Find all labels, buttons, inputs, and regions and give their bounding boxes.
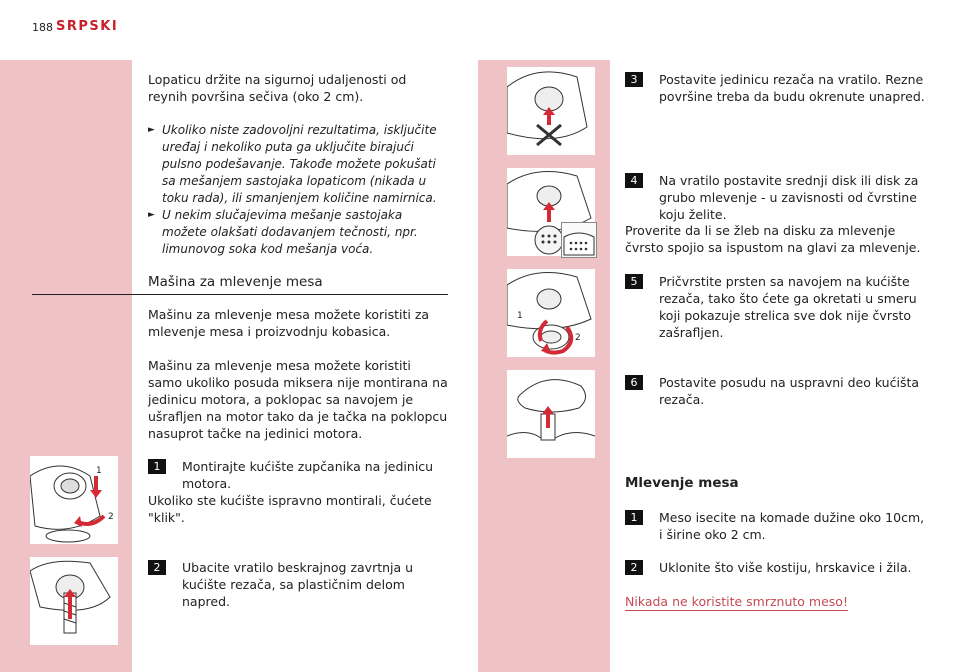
step-text: Postavite jedinicu rezača na vratilo. Rezne površine treba da budu okrenute unapred. — [659, 72, 925, 104]
tray-illustration — [507, 370, 595, 458]
disc-detail-inset — [561, 222, 597, 258]
step-number-badge: 5 — [625, 274, 643, 289]
section-title: Mašina za mlevenje mesa — [148, 274, 323, 290]
marker-two: 2 — [575, 333, 581, 343]
tip-text: Ukoliko niste zadovoljni rezultatima, isključite uređaj i nekoliko puta ga uključite birajući pulsno podešavanje. Takođe možete pokušati sa mešanjem sastojaka lopaticom (nikada u toku rada), ili smanjenjem količine namirnica. — [162, 123, 437, 205]
step-number-badge: 1 — [148, 459, 166, 474]
screw-ring-illustration — [507, 269, 595, 357]
step-note: Proverite da li se žleb na disku za mlevenje čvrsto spojio sa ispustom na glavi za mlevenje. — [625, 223, 921, 255]
language-label: SRPSKI — [56, 19, 119, 34]
subsection-title: Mlevenje mesa — [625, 475, 739, 491]
tip-text: U nekim slučajevima mešanje sastojaka možete olakšati dodavanjem tečnosti, npr. limunovog soka kod mešanja voća. — [162, 208, 418, 256]
cutter-unit-illustration — [507, 67, 595, 155]
step-text: Uklonite što više kostiju, hrskavice i žila. — [659, 560, 912, 575]
frozen-meat-warning: Nikada ne koristite smrznuto meso! — [625, 594, 848, 609]
step-text: Pričvrstite prsten sa navojem na kućište rezača, tako što ćete ga okretati u smeru koji pokazuje strelica sve dok nije čvrsto zašrafljen. — [659, 274, 917, 340]
gear-housing-illustration — [30, 456, 118, 544]
step-number-badge: 6 — [625, 375, 643, 390]
grinder-requirements: Mašinu za mlevenje mesa možete koristiti samo ukoliko posuda miksera nije montirana na jedinicu motora, a poklopac sa navojem je ušrafljen na motor tako da je tačka na poklopcu nasuprot tačke na jedinici motora. — [148, 358, 448, 441]
step-text: Na vratilo postavite srednji disk ili disk za grubo mlevenje - u zavisnosti od čvrstine koju želite. — [659, 173, 919, 222]
step-note: Ukoliko ste kućište ispravno montirali, čućete "klik". — [148, 493, 432, 525]
marker-one: 1 — [96, 466, 102, 476]
step-number-badge: 4 — [625, 173, 643, 188]
tip-item — [148, 122, 448, 207]
step-number-badge: 2 — [148, 560, 166, 575]
page-number: 188 — [32, 21, 53, 34]
step-number-badge: 1 — [625, 510, 643, 525]
bullet-arrow-icon: ► — [148, 210, 155, 220]
grinder-intro: Mašinu za mlevenje mesa možete koristiti za mlevenje mesa i proizvodnju kobasica. — [148, 307, 430, 339]
marker-one: 1 — [517, 311, 523, 321]
step-number-badge: 3 — [625, 72, 643, 87]
worm-shaft-illustration — [30, 557, 118, 645]
step-number-badge: 2 — [625, 560, 643, 575]
step-text: Meso isecite na komade dužine oko 10cm, i širine oko 2 cm. — [659, 510, 925, 542]
bullet-arrow-icon: ► — [148, 125, 155, 135]
step-text: Postavite posudu na uspravni deo kućišta rezača. — [659, 375, 920, 407]
tips-list — [148, 122, 448, 258]
tip-item — [148, 207, 448, 258]
marker-two: 2 — [108, 512, 114, 522]
step-text: Montirajte kućište zupčanika na jedinicu motora. — [182, 459, 434, 491]
step-text: Ubacite vratilo beskrajnog zavrtnja u kućište rezača, sa plastičnim delom napred. — [182, 560, 414, 609]
section-divider — [32, 294, 448, 295]
intro-paragraph: Lopaticu držite na sigurnoj udaljenosti od reynih površina sečiva (oko 2 cm). — [148, 72, 407, 104]
